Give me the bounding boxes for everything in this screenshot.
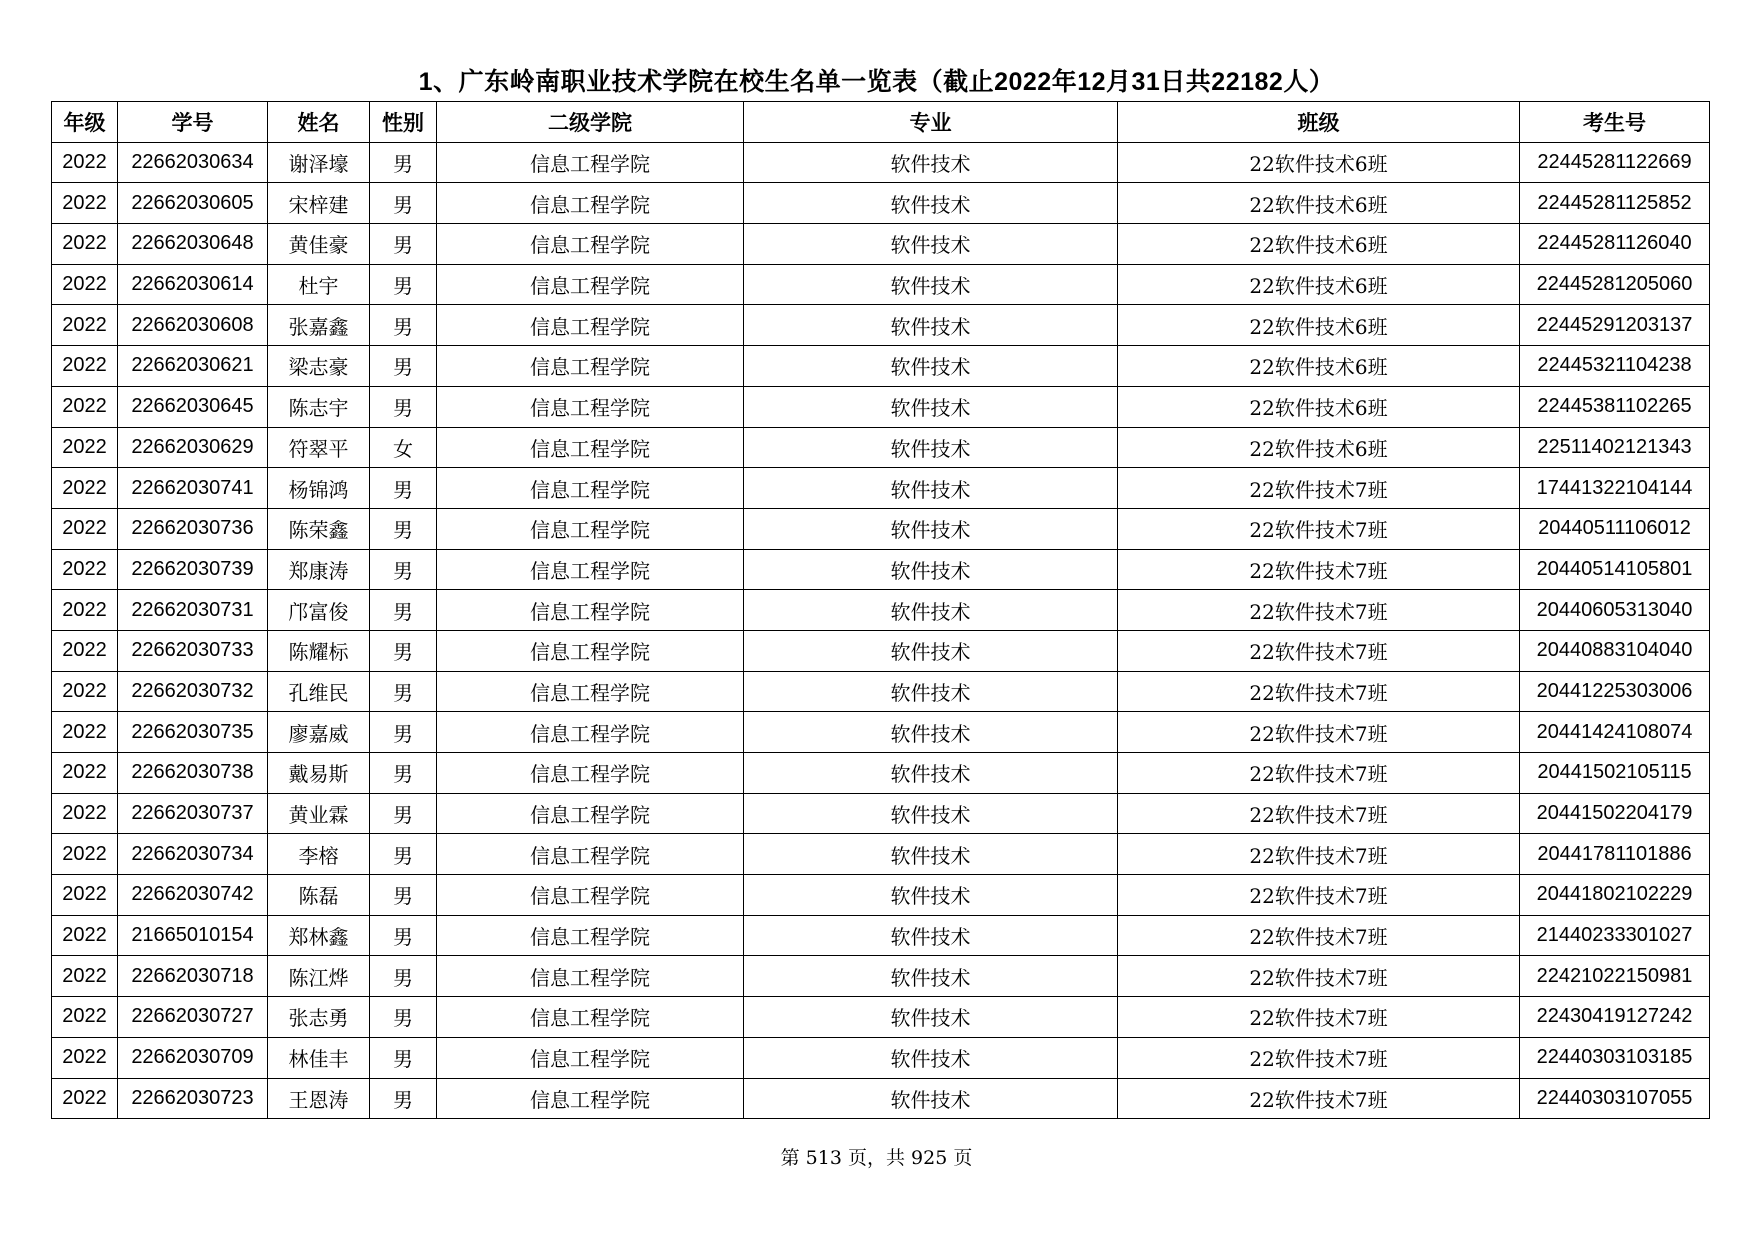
cell-name: 李榕	[268, 834, 370, 875]
cell-student-id: 22662030727	[118, 997, 268, 1038]
cell-major: 软件技术	[744, 590, 1118, 631]
cell-class: 22软件技术7班	[1118, 590, 1520, 631]
cell-major: 软件技术	[744, 386, 1118, 427]
cell-gender: 男	[370, 712, 437, 753]
table-row	[52, 671, 1710, 712]
cell-exam-number: 22445281125852	[1520, 183, 1710, 224]
cell-student-id: 22662030731	[118, 590, 268, 631]
cell-college: 信息工程学院	[437, 468, 744, 509]
cell-college: 信息工程学院	[437, 834, 744, 875]
cell-class: 22软件技术6班	[1118, 142, 1520, 183]
cell-major: 软件技术	[744, 956, 1118, 997]
cell-exam-number: 20440514105801	[1520, 549, 1710, 590]
cell-grade: 2022	[52, 386, 118, 427]
cell-gender: 女	[370, 427, 437, 468]
table-row	[52, 1078, 1710, 1119]
cell-major: 软件技术	[744, 346, 1118, 387]
cell-name: 郑康涛	[268, 549, 370, 590]
table-row	[52, 997, 1710, 1038]
table-row	[52, 630, 1710, 671]
cell-name: 宋梓建	[268, 183, 370, 224]
column-header-student-id: 学号	[118, 102, 268, 143]
cell-student-id: 22662030648	[118, 224, 268, 265]
cell-class: 22软件技术7班	[1118, 712, 1520, 753]
cell-name: 谢泽壕	[268, 142, 370, 183]
cell-gender: 男	[370, 142, 437, 183]
cell-college: 信息工程学院	[437, 671, 744, 712]
cell-exam-number: 22430419127242	[1520, 997, 1710, 1038]
column-header-gender: 性别	[370, 102, 437, 143]
cell-grade: 2022	[52, 183, 118, 224]
cell-college: 信息工程学院	[437, 712, 744, 753]
table-row	[52, 712, 1710, 753]
cell-gender: 男	[370, 915, 437, 956]
cell-class: 22软件技术6班	[1118, 386, 1520, 427]
cell-gender: 男	[370, 997, 437, 1038]
cell-major: 软件技术	[744, 753, 1118, 794]
cell-major: 软件技术	[744, 549, 1118, 590]
cell-gender: 男	[370, 793, 437, 834]
cell-major: 软件技术	[744, 183, 1118, 224]
cell-major: 软件技术	[744, 712, 1118, 753]
cell-name: 林佳丰	[268, 1037, 370, 1078]
table-row	[52, 590, 1710, 631]
cell-name: 黄佳豪	[268, 224, 370, 265]
cell-student-id: 22662030723	[118, 1078, 268, 1119]
cell-college: 信息工程学院	[437, 183, 744, 224]
cell-grade: 2022	[52, 671, 118, 712]
cell-college: 信息工程学院	[437, 956, 744, 997]
page-suffix: 页，共	[847, 1147, 905, 1169]
cell-grade: 2022	[52, 508, 118, 549]
cell-class: 22软件技术7班	[1118, 793, 1520, 834]
cell-gender: 男	[370, 671, 437, 712]
cell-major: 软件技术	[744, 264, 1118, 305]
cell-name: 杨锦鸿	[268, 468, 370, 509]
cell-exam-number: 20441225303006	[1520, 671, 1710, 712]
cell-gender: 男	[370, 264, 437, 305]
cell-gender: 男	[370, 183, 437, 224]
cell-college: 信息工程学院	[437, 508, 744, 549]
cell-class: 22软件技术7班	[1118, 875, 1520, 916]
cell-gender: 男	[370, 1078, 437, 1119]
cell-college: 信息工程学院	[437, 264, 744, 305]
cell-grade: 2022	[52, 590, 118, 631]
cell-major: 软件技术	[744, 875, 1118, 916]
cell-exam-number: 22421022150981	[1520, 956, 1710, 997]
cell-exam-number: 22440303103185	[1520, 1037, 1710, 1078]
table-row	[52, 956, 1710, 997]
cell-gender: 男	[370, 224, 437, 265]
column-header-major: 专业	[744, 102, 1118, 143]
cell-student-id: 22662030736	[118, 508, 268, 549]
cell-student-id: 22662030718	[118, 956, 268, 997]
cell-grade: 2022	[52, 224, 118, 265]
cell-major: 软件技术	[744, 1078, 1118, 1119]
cell-grade: 2022	[52, 997, 118, 1038]
cell-gender: 男	[370, 1037, 437, 1078]
column-header-college: 二级学院	[437, 102, 744, 143]
cell-class: 22软件技术7班	[1118, 508, 1520, 549]
table-row	[52, 468, 1710, 509]
table-row	[52, 793, 1710, 834]
cell-major: 软件技术	[744, 997, 1118, 1038]
cell-college: 信息工程学院	[437, 386, 744, 427]
cell-name: 黄业霖	[268, 793, 370, 834]
cell-grade: 2022	[52, 264, 118, 305]
cell-name: 陈江烨	[268, 956, 370, 997]
cell-student-id: 22662030629	[118, 427, 268, 468]
cell-grade: 2022	[52, 915, 118, 956]
cell-major: 软件技术	[744, 630, 1118, 671]
cell-major: 软件技术	[744, 834, 1118, 875]
cell-name: 戴易斯	[268, 753, 370, 794]
cell-student-id: 22662030634	[118, 142, 268, 183]
cell-class: 22软件技术7班	[1118, 630, 1520, 671]
cell-grade: 2022	[52, 1078, 118, 1119]
cell-student-id: 22662030732	[118, 671, 268, 712]
cell-class: 22软件技术6班	[1118, 183, 1520, 224]
column-header-class: 班级	[1118, 102, 1520, 143]
cell-college: 信息工程学院	[437, 346, 744, 387]
table-row	[52, 427, 1710, 468]
table-row	[52, 386, 1710, 427]
cell-name: 杜宇	[268, 264, 370, 305]
cell-major: 软件技术	[744, 468, 1118, 509]
cell-class: 22软件技术6班	[1118, 224, 1520, 265]
table-header-row	[52, 102, 1710, 143]
cell-student-id: 22662030734	[118, 834, 268, 875]
cell-college: 信息工程学院	[437, 590, 744, 631]
cell-name: 张嘉鑫	[268, 305, 370, 346]
cell-grade: 2022	[52, 1037, 118, 1078]
cell-major: 软件技术	[744, 1037, 1118, 1078]
table-row	[52, 549, 1710, 590]
cell-student-id: 22662030614	[118, 264, 268, 305]
cell-student-id: 22662030608	[118, 305, 268, 346]
cell-name: 陈磊	[268, 875, 370, 916]
cell-gender: 男	[370, 630, 437, 671]
column-header-name: 姓名	[268, 102, 370, 143]
cell-college: 信息工程学院	[437, 915, 744, 956]
cell-grade: 2022	[52, 753, 118, 794]
cell-gender: 男	[370, 468, 437, 509]
column-header-exam-number: 考生号	[1520, 102, 1710, 143]
table-row	[52, 346, 1710, 387]
cell-class: 22软件技术7班	[1118, 915, 1520, 956]
cell-major: 软件技术	[744, 671, 1118, 712]
total-pages: 925	[911, 1147, 948, 1169]
cell-exam-number: 20440511106012	[1520, 508, 1710, 549]
cell-gender: 男	[370, 875, 437, 916]
cell-class: 22软件技术7班	[1118, 1078, 1520, 1119]
cell-exam-number: 20441802102229	[1520, 875, 1710, 916]
cell-student-id: 22662030735	[118, 712, 268, 753]
cell-class: 22软件技术7班	[1118, 671, 1520, 712]
page-title: 1、广东岭南职业技术学院在校生名单一览表（截止2022年12月31日共22182人）	[418, 68, 1335, 96]
cell-exam-number: 20441424108074	[1520, 712, 1710, 753]
cell-grade: 2022	[52, 549, 118, 590]
cell-college: 信息工程学院	[437, 630, 744, 671]
cell-name: 张志勇	[268, 997, 370, 1038]
cell-grade: 2022	[52, 305, 118, 346]
cell-exam-number: 20441781101886	[1520, 834, 1710, 875]
cell-class: 22软件技术6班	[1118, 264, 1520, 305]
cell-student-id: 22662030742	[118, 875, 268, 916]
cell-name: 廖嘉威	[268, 712, 370, 753]
table-row	[52, 508, 1710, 549]
cell-exam-number: 22440303107055	[1520, 1078, 1710, 1119]
cell-class: 22软件技术6班	[1118, 427, 1520, 468]
table-row	[52, 224, 1710, 265]
cell-college: 信息工程学院	[437, 793, 744, 834]
cell-student-id: 22662030741	[118, 468, 268, 509]
cell-gender: 男	[370, 386, 437, 427]
table-row	[52, 834, 1710, 875]
cell-exam-number: 22511402121343	[1520, 427, 1710, 468]
cell-name: 陈荣鑫	[268, 508, 370, 549]
cell-name: 符翠平	[268, 427, 370, 468]
cell-college: 信息工程学院	[437, 1037, 744, 1078]
table-row	[52, 305, 1710, 346]
cell-grade: 2022	[52, 427, 118, 468]
cell-gender: 男	[370, 508, 437, 549]
cell-class: 22软件技术7班	[1118, 997, 1520, 1038]
cell-grade: 2022	[52, 956, 118, 997]
cell-exam-number: 21440233301027	[1520, 915, 1710, 956]
cell-class: 22软件技术7班	[1118, 834, 1520, 875]
cell-name: 邝富俊	[268, 590, 370, 631]
cell-exam-number: 22445381102265	[1520, 386, 1710, 427]
cell-major: 软件技术	[744, 793, 1118, 834]
cell-name: 陈耀标	[268, 630, 370, 671]
page-footer	[0, 1143, 1753, 1170]
cell-college: 信息工程学院	[437, 142, 744, 183]
cell-name: 孔维民	[268, 671, 370, 712]
cell-gender: 男	[370, 834, 437, 875]
cell-gender: 男	[370, 590, 437, 631]
cell-exam-number: 20441502105115	[1520, 753, 1710, 794]
cell-class: 22软件技术7班	[1118, 753, 1520, 794]
cell-grade: 2022	[52, 834, 118, 875]
cell-gender: 男	[370, 956, 437, 997]
cell-gender: 男	[370, 305, 437, 346]
cell-grade: 2022	[52, 712, 118, 753]
cell-student-id: 21665010154	[118, 915, 268, 956]
cell-grade: 2022	[52, 346, 118, 387]
cell-exam-number: 22445321104238	[1520, 346, 1710, 387]
cell-exam-number: 22445291203137	[1520, 305, 1710, 346]
page-prefix: 第	[780, 1147, 800, 1169]
cell-student-id: 22662030733	[118, 630, 268, 671]
cell-college: 信息工程学院	[437, 753, 744, 794]
cell-exam-number: 22445281126040	[1520, 224, 1710, 265]
cell-major: 软件技术	[744, 224, 1118, 265]
cell-college: 信息工程学院	[437, 224, 744, 265]
cell-grade: 2022	[52, 875, 118, 916]
cell-name: 梁志豪	[268, 346, 370, 387]
cell-exam-number: 20440605313040	[1520, 590, 1710, 631]
cell-student-id: 22662030621	[118, 346, 268, 387]
cell-college: 信息工程学院	[437, 305, 744, 346]
cell-name: 王恩涛	[268, 1078, 370, 1119]
table-row	[52, 264, 1710, 305]
table-row	[52, 753, 1710, 794]
total-suffix: 页	[953, 1147, 973, 1169]
cell-grade: 2022	[52, 468, 118, 509]
cell-name: 郑林鑫	[268, 915, 370, 956]
cell-student-id: 22662030739	[118, 549, 268, 590]
cell-gender: 男	[370, 753, 437, 794]
table-row	[52, 1037, 1710, 1078]
cell-student-id: 22662030709	[118, 1037, 268, 1078]
cell-college: 信息工程学院	[437, 549, 744, 590]
cell-exam-number: 17441322104144	[1520, 468, 1710, 509]
cell-college: 信息工程学院	[437, 997, 744, 1038]
table-row	[52, 142, 1710, 183]
cell-major: 软件技术	[744, 508, 1118, 549]
cell-major: 软件技术	[744, 915, 1118, 956]
cell-college: 信息工程学院	[437, 427, 744, 468]
cell-exam-number: 20440883104040	[1520, 630, 1710, 671]
cell-major: 软件技术	[744, 427, 1118, 468]
table-row	[52, 915, 1710, 956]
cell-gender: 男	[370, 549, 437, 590]
cell-college: 信息工程学院	[437, 1078, 744, 1119]
cell-student-id: 22662030605	[118, 183, 268, 224]
cell-class: 22软件技术7班	[1118, 549, 1520, 590]
cell-student-id: 22662030645	[118, 386, 268, 427]
table-row	[52, 875, 1710, 916]
cell-class: 22软件技术6班	[1118, 346, 1520, 387]
cell-student-id: 22662030738	[118, 753, 268, 794]
cell-grade: 2022	[52, 142, 118, 183]
cell-exam-number: 22445281122669	[1520, 142, 1710, 183]
current-page-number: 513	[805, 1147, 842, 1169]
cell-exam-number: 22445281205060	[1520, 264, 1710, 305]
cell-major: 软件技术	[744, 142, 1118, 183]
cell-student-id: 22662030737	[118, 793, 268, 834]
student-roster-table	[51, 101, 1710, 1119]
cell-grade: 2022	[52, 630, 118, 671]
cell-name: 陈志宇	[268, 386, 370, 427]
cell-class: 22软件技术7班	[1118, 468, 1520, 509]
table-row	[52, 183, 1710, 224]
cell-college: 信息工程学院	[437, 875, 744, 916]
column-header-grade: 年级	[52, 102, 118, 143]
cell-class: 22软件技术7班	[1118, 956, 1520, 997]
table-body	[52, 142, 1710, 1119]
cell-major: 软件技术	[744, 305, 1118, 346]
cell-class: 22软件技术7班	[1118, 1037, 1520, 1078]
cell-grade: 2022	[52, 793, 118, 834]
cell-gender: 男	[370, 346, 437, 387]
cell-exam-number: 20441502204179	[1520, 793, 1710, 834]
cell-class: 22软件技术6班	[1118, 305, 1520, 346]
